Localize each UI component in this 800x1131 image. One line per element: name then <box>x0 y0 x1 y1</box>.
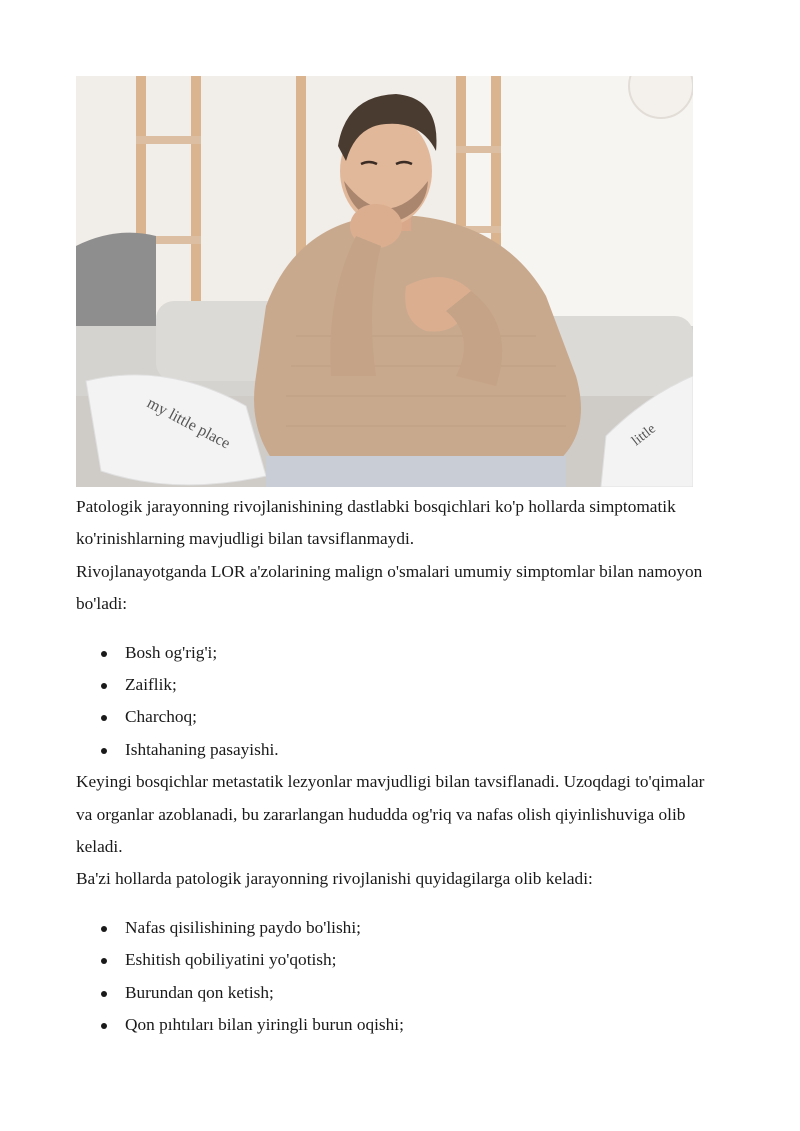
list-item: Eshitish qobiliyatini yo'qotish; <box>76 944 724 976</box>
bullet-icon <box>101 748 107 754</box>
svg-text:little: little <box>629 421 659 450</box>
list-item: Zaiflik; <box>76 669 724 701</box>
general-symptoms-lead: Rivojlanayotganda LOR a'zolarining malign o'smalari umumiy simptomlar bilan namoyon bo'ladi: <box>76 561 703 614</box>
list-item: Ishtahaning pasayishi. <box>76 734 724 766</box>
list-item: Burundan qon ketish; <box>76 977 724 1009</box>
bullet-icon <box>101 715 107 721</box>
list-item: Nafas qisilishining paydo bo'lishi; <box>76 912 724 944</box>
bullet-icon <box>101 926 107 932</box>
list-item: Charchoq; <box>76 701 724 733</box>
list-item: Qon pıhtıları bilan yiringli burun oqishi; <box>76 1009 724 1041</box>
man-coughing-photo <box>76 76 693 487</box>
general-symptoms-list <box>76 637 724 767</box>
later-stages-paragraph: Keyingi bosqichlar metastatik lezyonlar mavjudligi bilan tavsiflanadi. Uzoqdagi to'qimalar va organlar azoblanadi, bu zararlangan hududda og'riq va nafas olish qiyinlishuviga olib keladi. <box>76 772 705 857</box>
svg-text:my little place: my little place <box>144 394 233 453</box>
bullet-icon <box>101 958 107 964</box>
bullet-icon <box>101 1023 107 1029</box>
list-item: Bosh og'rig'i; <box>76 637 724 669</box>
bullet-icon <box>101 651 107 657</box>
advanced-effects-list <box>76 912 724 1042</box>
advanced-effects-lead: Ba'zi hollarda patologik jarayonning rivojlanishi quyidagilarga olib keladi: <box>76 869 593 889</box>
bullet-icon <box>101 683 107 689</box>
document-page <box>76 76 724 1042</box>
intro-paragraph: Patologik jarayonning rivojlanishining dastlabki bosqichlari ko'p hollarda simptomatik ko'rinishlarning mavjudligi bilan tavsiflanmaydi. <box>76 497 676 549</box>
bullet-icon <box>101 991 107 997</box>
